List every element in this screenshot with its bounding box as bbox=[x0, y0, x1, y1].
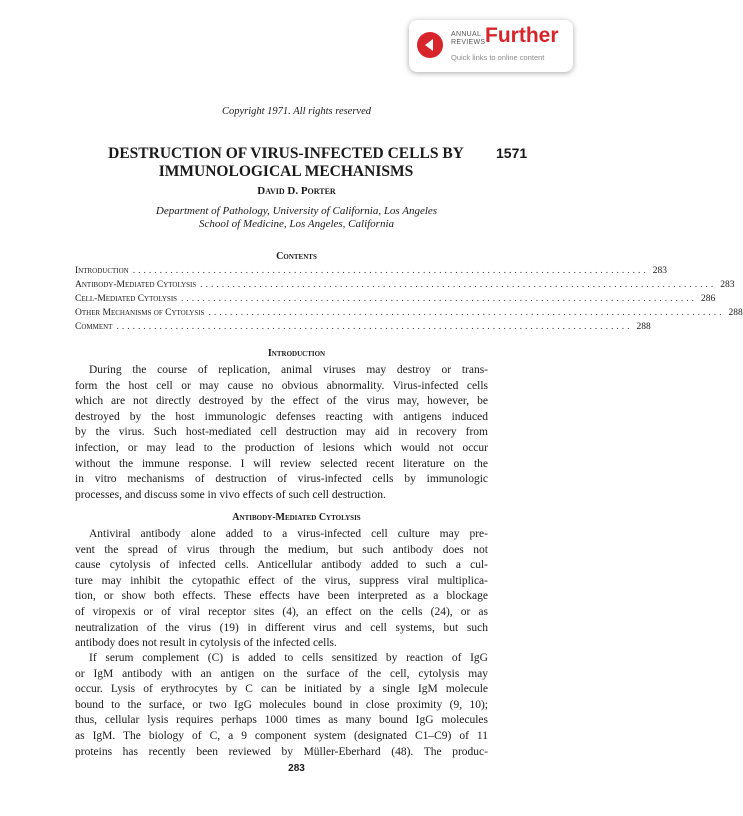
paragraph-complement: If serum complement (C) is added to cells sensitized by reaction of IgG or IgM antibody with an antigen on the surface of the cell, cytolysis may occur. Lysis of erythrocytes by C can be initiated by a single IgM molecule bound to the surface, or two IgG molecules bound in close proximity (9, 10); thus, cellular lysis requires perhaps 1000 times as many bound IgG molecules as IgM. The biology of C, a 9 component system (designated C1–C9) of 11 proteins has recently been reviewed by Müller-Eberhard (48). The produc- bbox=[75, 652, 488, 758]
author-affiliation: Department of Pathology, University of California, Los Angeles School of Medicine, Los Angeles, California bbox=[155, 205, 438, 230]
table-of-contents bbox=[75, 266, 743, 336]
further-wordmark: Further bbox=[485, 24, 559, 47]
toc-entry[interactable]: Antibody-Mediated Cytolysis ................................................................................................ 283 bbox=[75, 280, 735, 290]
page-number: 283 bbox=[288, 763, 305, 774]
toc-entry[interactable]: Comment ................................................................................................ 288 bbox=[75, 322, 651, 332]
copyright-notice: Copyright 1971. All rights reserved bbox=[221, 106, 372, 117]
article-title: DESTRUCTION OF VIRUS-INFECTED CELLS BY IMMUNOLOGICAL MECHANISMS bbox=[108, 145, 464, 180]
further-badge[interactable] bbox=[409, 20, 573, 72]
back-arrow-icon bbox=[417, 32, 443, 58]
toc-entry[interactable]: Introduction ................................................................................................ 283 bbox=[75, 266, 667, 276]
contents-heading: Contents bbox=[276, 251, 317, 262]
author-name: David D. Porter bbox=[257, 185, 336, 197]
section-heading-antibody-mediated-cytolysis: Antibody-Mediated Cytolysis bbox=[232, 512, 361, 523]
paragraph-introduction: During the course of replication, animal viruses may destroy or trans- form the host cell or may cause no obvious abnormality. Virus-infected cells which are not directly destroyed by the effect of the virus may, however, be destroyed by the host immunologic defenses reacting with antigens induced by the virus. Such host-mediated cell destruction may aid in recovery from infection, or may lead to the production of lesions which would not occur without the immune response. I will review selected recent literature on the in vitro mechanisms of destruction of virus-infected cells by immunologic processes, and discuss some in vivo effects of such cell destruction. bbox=[75, 364, 488, 501]
further-subtitle: Quick links to online content bbox=[451, 53, 545, 62]
article-code: 1571 bbox=[496, 145, 528, 161]
paragraph-antibody-cytolysis: Antiviral antibody alone added to a virus-infected cell culture may pre- vent the spread of virus through the medium, but such antibody does not cause cytolysis of infected cells. Anticellular antibody added to such a cul- ture may inhibit the cytopathic effect of the virus, suppress viral multiplica- tion, or show both effects. These effects have been interpreted as a blockage of viropexis or of viral receptor sites (4), an effect on the cells (24), or as neutralization of the virus (19) in different virus and cell systems, but such antibody does not result in cytolysis of the infected cells. bbox=[75, 528, 488, 650]
toc-entry[interactable]: Other Mechanisms of Cytolysis ................................................................................................ 288 bbox=[75, 308, 743, 318]
annual-reviews-logo: ANNUAL REVIEWS bbox=[451, 31, 486, 46]
section-heading-introduction: Introduction bbox=[267, 348, 326, 359]
toc-entry[interactable]: Cell-Mediated Cytolysis ................................................................................................ 286 bbox=[75, 294, 716, 304]
